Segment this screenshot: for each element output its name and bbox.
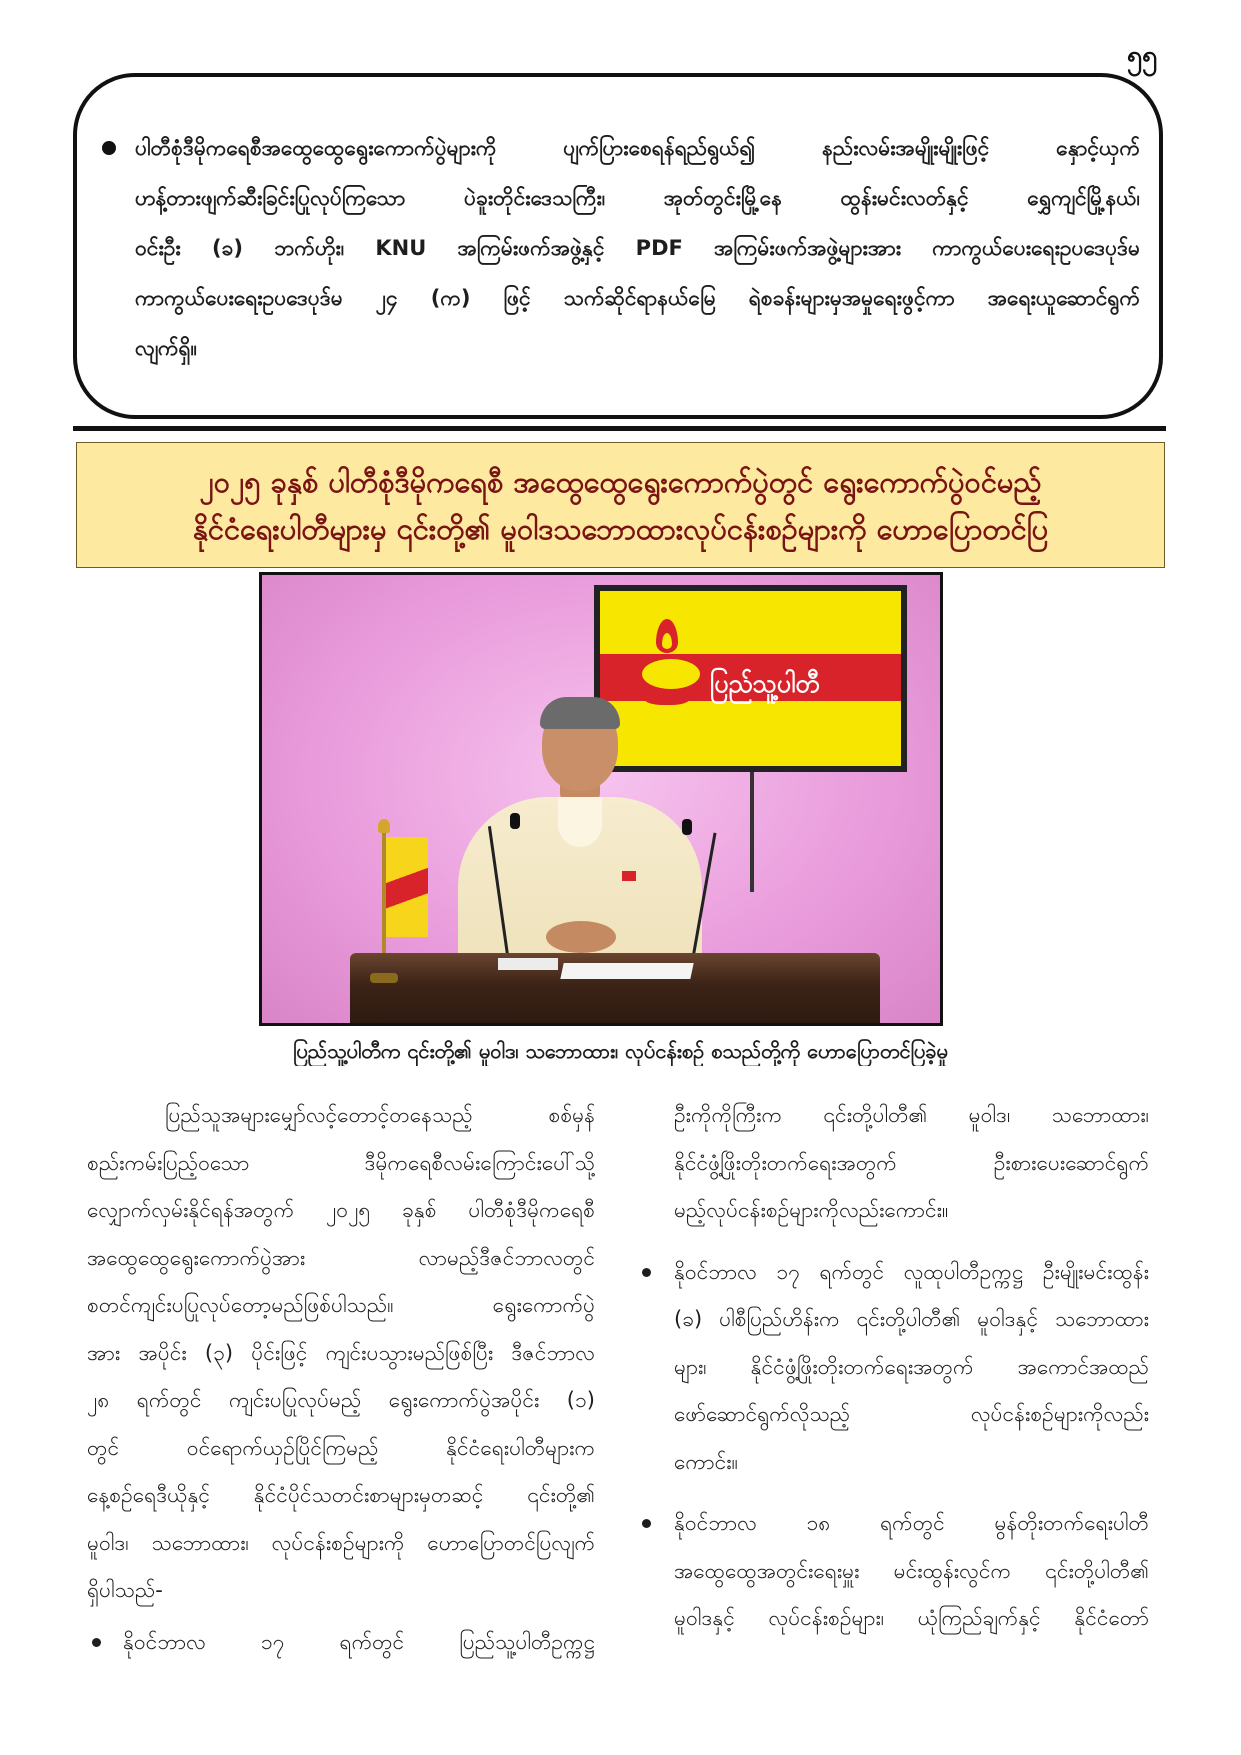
notice-line: ကာကွယ်ပေးရေးဥပဒေပုဒ်မ ၂၄ (က) ဖြင့် သက်ဆိုင်ရာနယ်မြေ ရဲစခန်းများမှအမှုရေးဖွင့်ကာ အရေးယူဆောင်ရွက် [135, 286, 1140, 310]
bullet-dot [92, 1638, 101, 1647]
continued-paragraph [643, 1092, 1149, 1235]
notice-line: ဝင်းဦး (ခ) ဘက်ဟိုး၊ KNU အကြမ်းဖက်အဖွဲ့နှင့် PDF အကြမ်းဖက်အဖွဲ့များအား ကာကွယ်ပေးရေးဥပဒေပုဒ်မ [135, 236, 1140, 260]
bullet-line: မူဝါဒနှင့် လုပ်ငန်းစဉ်များ၊ ယုံကြည်ချက်နှင့် နိုင်ငံတော် [674, 1606, 1149, 1630]
right-column [643, 1092, 1149, 1643]
logo-base-shape [644, 689, 690, 705]
bullet-dot [642, 1268, 651, 1277]
notice-line: လျက်ရှိ။ [135, 336, 197, 360]
flame-core-shape [662, 633, 672, 649]
body-line: လျှောက်လှမ်းနိုင်ရန်အတွက် ၂၀၂၅ ခုနှစ် ပါတီစုံဒီမိုကရေစီ [87, 1198, 595, 1222]
bullet-line: ဖော်ဆောင်ရွက်လိုသည့် လုပ်ငန်းစဉ်များကိုလည်း [674, 1402, 1149, 1426]
body-line: ဦးကိုကိုကြီးက ၎င်းတို့ပါတီ၏ မူဝါဒ၊ သဘောထား၊ [674, 1103, 1149, 1127]
body-line: တွင် ဝင်ရောက်ယှဉ်ပြိုင်ကြမည့် နိုင်ငံရေးပါတီများက [87, 1435, 595, 1460]
speaker-hair [540, 697, 620, 729]
body-line: နေ့စဉ်ရေဒီယိုနှင့် နိုင်ငံပိုင်သတင်းစာများမှတဆင့် ၎င်းတို့၏ [87, 1483, 595, 1507]
speaker-hands [546, 921, 616, 953]
notice-line: ဟန့်တားဖျက်ဆီးခြင်းပြုလုပ်ကြသော ပဲခူးတိုင်းဒေသကြီး၊ အုတ်တွင်းမြို့နေ ထွန်းမင်းလတ်နှင့် ရွှေကျင်မြို့နယ်၊ [135, 186, 1140, 210]
bullet-line: ကောင်း။ [674, 1449, 738, 1474]
screen-stand [750, 772, 754, 892]
bullet-item [87, 1619, 595, 1667]
left-column [87, 1092, 595, 1666]
headline-line: နိုင်ငံရေးပါတီများမှ ၎င်းတို့၏ မူဝါဒသဘောထားလုပ်ငန်းစဉ်များကို ဟောပြောတင်ပြ [192, 512, 1049, 546]
body-line: ပြည်သူအများမျှော်လင့်တောင့်တနေသည့် စစ်မှန် [165, 1103, 595, 1127]
speaker-collar [558, 797, 602, 847]
bullet-dot [102, 141, 116, 155]
tv-screen [594, 585, 907, 772]
page-number: ၅၅ [1126, 40, 1158, 71]
bullet-item [643, 1500, 1149, 1643]
notice-box [73, 73, 1163, 419]
bullet-dot [642, 1519, 651, 1528]
screen-party-name: ပြည်သူ့ပါတီ [710, 669, 820, 698]
body-line: အား အပိုင်း (၃) ပိုင်းဖြင့် ကျင်းပသွားမည်ဖြစ်ပြီး ဒီဇင်ဘာလ [87, 1340, 595, 1365]
notice-text [135, 123, 1140, 373]
headline-line: ၂၀၂၅ ခုနှစ် ပါတီစုံဒီမိုကရေစီ အထွေထွေရွေးကောက်ပွဲတွင် ရွေးကောက်ပွဲဝင်မည့် [199, 465, 1042, 499]
desk-flag-icon [386, 837, 428, 937]
party-logo-icon [640, 619, 694, 719]
speaker-badge [622, 871, 636, 881]
bullet-line: (ခ) ပါစီပြည်ဟိန်းက ၎င်းတို့ပါတီ၏ မူဝါဒနှင့် သဘောထား [674, 1307, 1149, 1331]
headline [76, 442, 1165, 568]
bullet-line: နိုဝင်ဘာလ ၁၈ ရက်တွင် မွန်တိုးတက်ရေးပါတီ [674, 1511, 1149, 1535]
desk-nameplate [498, 958, 558, 970]
bullet-item [643, 1249, 1149, 1487]
notice-line: ပါတီစုံဒီမိုကရေစီအထွေထွေရွေးကောက်ပွဲများကို ပျက်ပြားစေရန်ရည်ရွယ်၍ နည်းလမ်းအမျိုးမျိုးဖြင့် နှောင့်ယှက် [135, 136, 1140, 160]
microphone-icon [682, 819, 692, 835]
bullet-line: နိုဝင်ဘာလ ၁၇ ရက်တွင် လူထုပါတီဥက္ကဋ္ဌ ဦးမျိုးမင်းထွန်း [674, 1259, 1149, 1284]
body-line: ၂၈ ရက်တွင် ကျင်းပပြုလုပ်မည့် ရွေးကောက်ပွဲအပိုင်း (၁) [87, 1388, 595, 1412]
bullet-line: အထွေထွေအတွင်းရေးမှူး မင်းထွန်းလွင်က ၎င်းတို့ပါတီ၏ [674, 1558, 1149, 1583]
photo-caption: ပြည်သူ့ပါတီက ၎င်းတို့၏ မူဝါဒ၊ သဘောထား၊ လုပ်ငန်းစဉ် စသည်တို့ကို ဟောပြောတင်ပြခဲ့မှု [293, 1039, 948, 1063]
body-line: မည့်လုပ်ငန်းစဉ်များကိုလည်းကောင်း။ [674, 1198, 949, 1222]
body-line: အထွေထွေရွေးကောက်ပွဲအား လာမည့်ဒီဇင်ဘာလတွင် [87, 1245, 595, 1270]
desk-flag-base [370, 973, 398, 983]
logo-base-shape [642, 659, 700, 689]
bullet-line: နိုဝင်ဘာလ ၁၇ ရက်တွင် ပြည်သူ့ပါတီဥက္ကဋ္ဌ [123, 1629, 595, 1654]
divider-rule [73, 426, 1166, 431]
news-photo [259, 572, 943, 1026]
body-line: စည်းကမ်းပြည့်ဝသော ဒီမိုကရေစီလမ်းကြောင်းပေါ်သို့ [87, 1150, 595, 1175]
body-line: မူဝါဒ၊ သဘောထား၊ လုပ်ငန်းစဉ်များကို ဟောပြောတင်ပြလျက် [87, 1530, 595, 1555]
body-line: စတင်ကျင်းပပြုလုပ်တော့မည်ဖြစ်ပါသည်။ ရွေးကောက်ပွဲ [87, 1293, 595, 1317]
bullet-line: များ၊ နိုင်ငံဖွံ့ဖြိုးတိုးတက်ရေးအတွက် အကောင်အထည် [674, 1354, 1149, 1379]
body-line: ရှိပါသည်- [87, 1578, 163, 1602]
desk-papers [560, 963, 693, 979]
microphone-icon [510, 813, 520, 829]
body-line: နိုင်ငံဖွံ့ဖြိုးတိုးတက်ရေးအတွက် ဦးစားပေးဆောင်ရွက် [674, 1150, 1149, 1175]
desk-flag-finial [378, 819, 390, 833]
